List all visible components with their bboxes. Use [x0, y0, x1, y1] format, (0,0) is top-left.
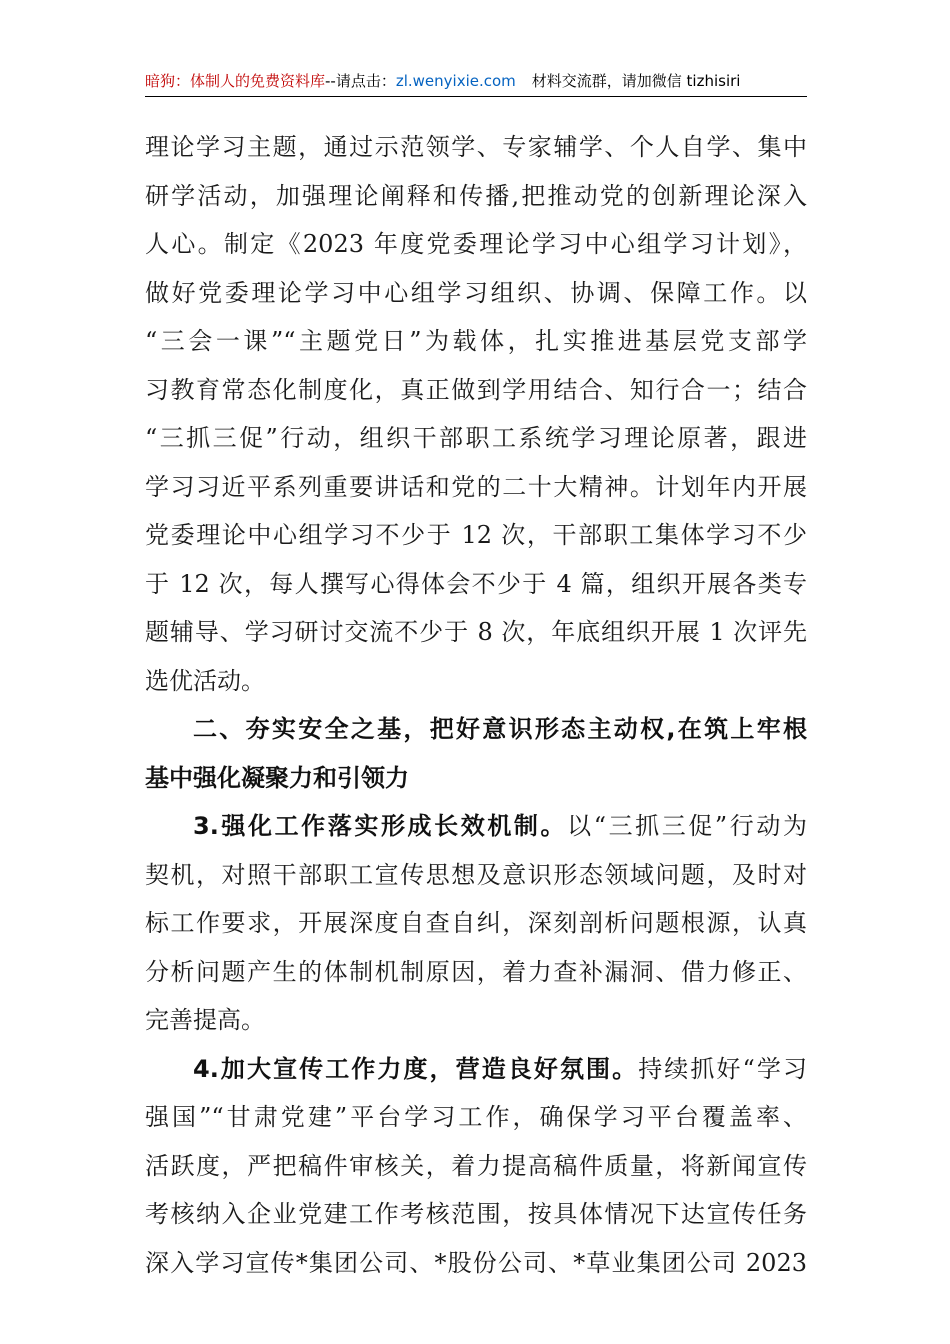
header-divider: [145, 96, 807, 97]
section-2-heading: [145, 705, 807, 802]
text-line: 分析问题产生的体制机制原因，着力查补漏洞、借力修正、: [145, 957, 807, 986]
text-line: 契机，对照干部职工宣传思想及意识形态领域问题，及时对: [145, 860, 807, 889]
text-line: 党委理论中心组学习不少于 12 次，干部职工集体学习不少: [145, 521, 807, 549]
header-site-name: 暗狗：体制人的免费资料库: [145, 72, 326, 90]
text-line: “三会一课”“主题党日”为载体，扎实推进基层党支部学: [145, 327, 807, 355]
text-line: 题辅导、学习研讨交流不少于 8 次，年底组织开展 1 次评先: [145, 618, 807, 646]
text-line: 习教育常态化制度化，真正做到学用结合、知行合一；结合: [145, 375, 807, 404]
item-3-title: 3.强化工作落实形成长效机制。: [193, 812, 568, 840]
header-link[interactable]: zl.wenyixie.com: [395, 72, 516, 90]
item-3-first-line-text: 以“三抓三促”行动为: [567, 812, 807, 840]
text-line: “三抓三促”行动，组织干部职工系统学习理论原著，跟进: [145, 424, 807, 452]
section-heading-line: 二、夯实安全之基，把好意识形态主动权,在筑上牢根: [193, 715, 807, 743]
text-line: 选优活动。: [145, 666, 265, 695]
text-line: 做好党委理论学习中心组学习组织、协调、保障工作。以: [145, 278, 807, 307]
header-wechat-note: 材料交流群，请加微信 tizhisiri: [531, 72, 741, 90]
paragraph-1: [145, 123, 807, 705]
header-prompt: --请点击：: [325, 72, 396, 90]
item-4-first-line: [145, 1045, 807, 1094]
item-4-paragraph: [145, 1045, 807, 1288]
text-line: 深入学习宣传*集团公司、*股份公司、*草业集团公司 2023: [145, 1248, 807, 1277]
text-line: 强国”“甘肃党建”平台学习工作，确保学习平台覆盖率、: [145, 1103, 807, 1131]
text-line: 完善提高。: [145, 1006, 265, 1034]
item-3-first-line: [145, 802, 807, 851]
document-body: [145, 123, 807, 1287]
item-4-first-line-text: 持续抓好“学习: [638, 1054, 807, 1083]
page-header: [145, 70, 807, 96]
text-line: 于 12 次，每人撰写心得体会不少于 4 篇，组织开展各类专: [145, 569, 807, 598]
item-4-title: 4.加大宣传工作力度，营造良好氛围。: [193, 1054, 639, 1083]
text-line: 理论学习主题，通过示范领学、专家辅学、个人自学、集中: [145, 133, 807, 161]
item-3-paragraph: [145, 802, 807, 1045]
text-line: 活跃度，严把稿件审核关，着力提高稿件质量，将新闻宣传: [145, 1151, 807, 1180]
text-line: 标工作要求，开展深度自查自纠，深刻剖析问题根源，认真: [145, 909, 807, 937]
text-line: 研学活动，加强理论阐释和传播,把推动党的创新理论深入: [145, 181, 807, 210]
text-line: 考核纳入企业党建工作考核范围，按具体情况下达宣传任务: [145, 1200, 807, 1228]
section-heading-line: 基中强化凝聚力和引领力: [145, 763, 409, 792]
text-line: 学习习近平系列重要讲话和党的二十大精神。计划年内开展: [145, 472, 807, 501]
text-line: 人心。制定《2023 年度党委理论学习中心组学习计划》，: [145, 230, 807, 258]
